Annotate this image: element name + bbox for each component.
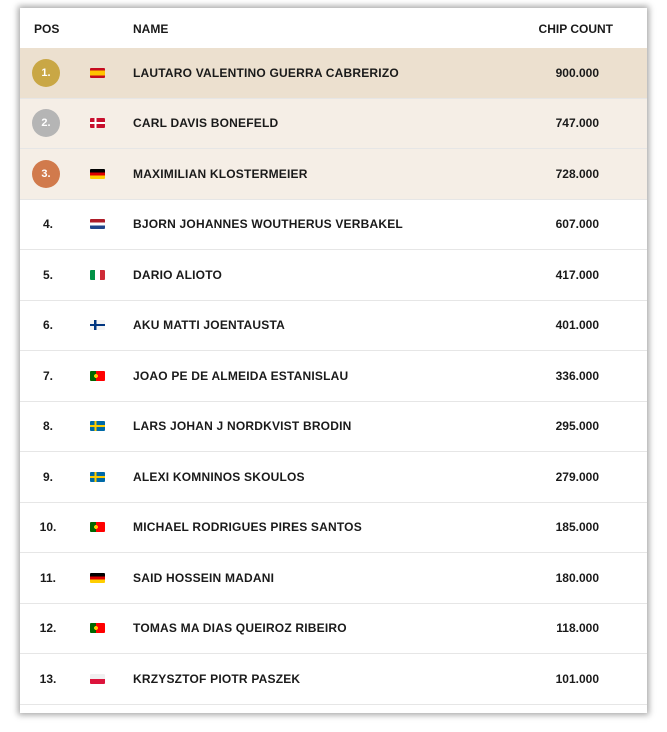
table-row[interactable]: [20, 351, 647, 402]
rank-position: 5.: [42, 267, 53, 282]
player-name: MAXIMILIAN KLOSTERMEIER: [133, 166, 308, 181]
rank-position: 13.: [39, 671, 57, 686]
chip-count: 295.000: [555, 419, 599, 434]
chip-count: 607.000: [555, 217, 599, 232]
player-name: LAUTARO VALENTINO GUERRA CABRERIZO: [133, 65, 399, 80]
player-name: ALEXI KOMNINOS SKOULOS: [133, 469, 305, 484]
rank-position: 8.: [42, 419, 53, 434]
chip-count: 900.000: [555, 65, 599, 80]
table-row[interactable]: [20, 452, 647, 503]
chip-count: 118.000: [556, 621, 599, 636]
fi-flag-icon: [90, 320, 105, 330]
chip-count: 728.000: [555, 166, 599, 181]
player-name: BJORN JOHANNES WOUTHERUS VERBAKEL: [133, 217, 403, 232]
table-row[interactable]: [20, 402, 647, 453]
chip-count: 180.000: [555, 570, 599, 585]
rank-medal: 2.: [32, 109, 60, 137]
chip-count: 279.000: [555, 469, 599, 484]
player-name: MICHAEL RODRIGUES PIRES SANTOS: [133, 520, 362, 535]
it-flag-icon: [90, 270, 105, 280]
table-row[interactable]: [20, 200, 647, 251]
rank-position: 6.: [42, 318, 53, 333]
table-header: [20, 8, 647, 48]
pos-column-header[interactable]: POS: [34, 22, 60, 36]
player-name: TOMAS MA DIAS QUEIROZ RIBEIRO: [133, 621, 347, 636]
table-row[interactable]: [20, 99, 647, 150]
player-name: DARIO ALIOTO: [133, 267, 223, 282]
table-row[interactable]: [20, 604, 647, 655]
rank-position: 4.: [42, 217, 53, 232]
table-row[interactable]: [20, 503, 647, 554]
de-flag-icon: [90, 573, 105, 583]
nl-flag-icon: [90, 219, 105, 229]
chip-count-column-header[interactable]: CHIP COUNT: [538, 22, 613, 36]
rank-position: 11.: [39, 570, 57, 585]
chip-count: 417.000: [555, 267, 599, 282]
pt-flag-icon: [90, 623, 105, 633]
rank-position: 10.: [39, 520, 57, 535]
rank-medal: 3.: [32, 160, 60, 188]
pt-flag-icon: [90, 371, 105, 381]
rank-position: 9.: [42, 469, 53, 484]
se-flag-icon: [90, 472, 105, 482]
player-name: CARL DAVIS BONEFELD: [133, 116, 279, 131]
dk-flag-icon: [90, 118, 105, 128]
pl-flag-icon: [90, 674, 105, 684]
table-row[interactable]: [20, 250, 647, 301]
table-row[interactable]: [20, 149, 647, 200]
es-flag-icon: [90, 68, 105, 78]
table-row[interactable]: [20, 48, 647, 99]
rank-position: 7.: [42, 368, 53, 383]
rank-position: 12.: [39, 621, 57, 636]
chip-count: 101.000: [555, 671, 599, 686]
player-name: LARS JOHAN J NORDKVIST BRODIN: [133, 419, 352, 434]
chip-count: 336.000: [555, 368, 599, 383]
table-row[interactable]: [20, 553, 647, 604]
chip-count-table: [20, 8, 647, 713]
table-row[interactable]: [20, 654, 647, 705]
player-name: AKU MATTI JOENTAUSTA: [133, 318, 285, 333]
player-name: JOAO PE DE ALMEIDA ESTANISLAU: [133, 368, 349, 383]
chip-count: 747.000: [555, 116, 599, 131]
table-body: [20, 48, 647, 705]
player-name: KRZYSZTOF PIOTR PASZEK: [133, 671, 301, 686]
chip-count: 185.000: [555, 520, 599, 535]
de-flag-icon: [90, 169, 105, 179]
pt-flag-icon: [90, 522, 105, 532]
chip-count: 401.000: [555, 318, 599, 333]
se-flag-icon: [90, 421, 105, 431]
rank-medal: 1.: [32, 59, 60, 87]
name-column-header[interactable]: NAME: [133, 22, 169, 36]
table-row[interactable]: [20, 301, 647, 352]
player-name: SAID HOSSEIN MADANI: [133, 570, 275, 585]
